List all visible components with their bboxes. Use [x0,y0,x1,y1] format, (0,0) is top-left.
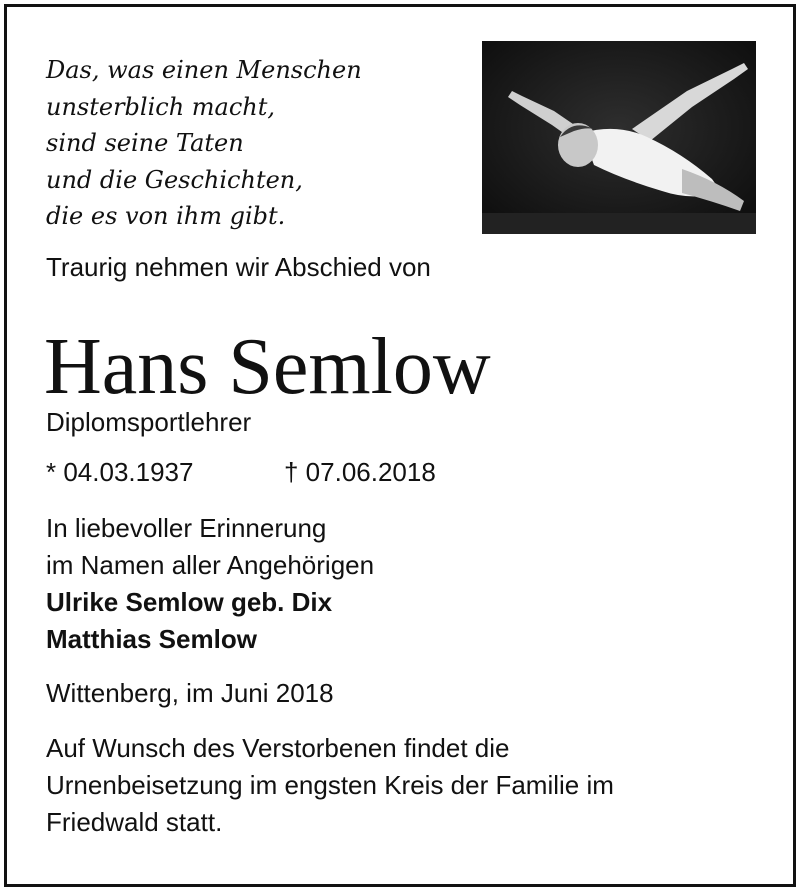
mourner-name: Ulrike Semlow geb. Dix [46,587,333,617]
memory-line: In liebevoller Erinnerung [46,513,327,543]
memory-block [46,510,374,658]
notice-line: Friedwald statt. [46,807,223,837]
mourner-name: Matthias Semlow [46,624,257,654]
notice-line: Urnenbeisetzung im engsten Kreis der Familie im [46,770,614,800]
memorial-quote [46,52,466,235]
quote-line: und die Geschichten, [46,165,303,194]
quote-line: Das, was einen Menschen [46,56,362,84]
memory-line: im Namen aller Angehörigen [46,550,375,580]
life-dates [46,457,436,488]
quote-line: unsterblich macht, [46,92,276,121]
intro-text: Traurig nehmen wir Abschied von [46,252,431,282]
diving-gymnast-photo-icon [482,41,756,234]
quote-line: sind seine Taten [46,129,244,157]
quote-line: die es von ihm gibt. [46,202,286,230]
notice-line: Auf Wunsch des Verstorbenen findet die [46,733,510,763]
portrait-photo [482,41,756,234]
deceased-name: Hans Semlow [44,323,491,411]
death-date: † 07.06.2018 [284,457,436,487]
birth-date: * 04.03.1937 [46,457,194,487]
deceased-title: Diplomsportlehrer [46,407,252,437]
burial-notice [46,730,746,841]
place-and-date: Wittenberg, im Juni 2018 [46,678,334,708]
